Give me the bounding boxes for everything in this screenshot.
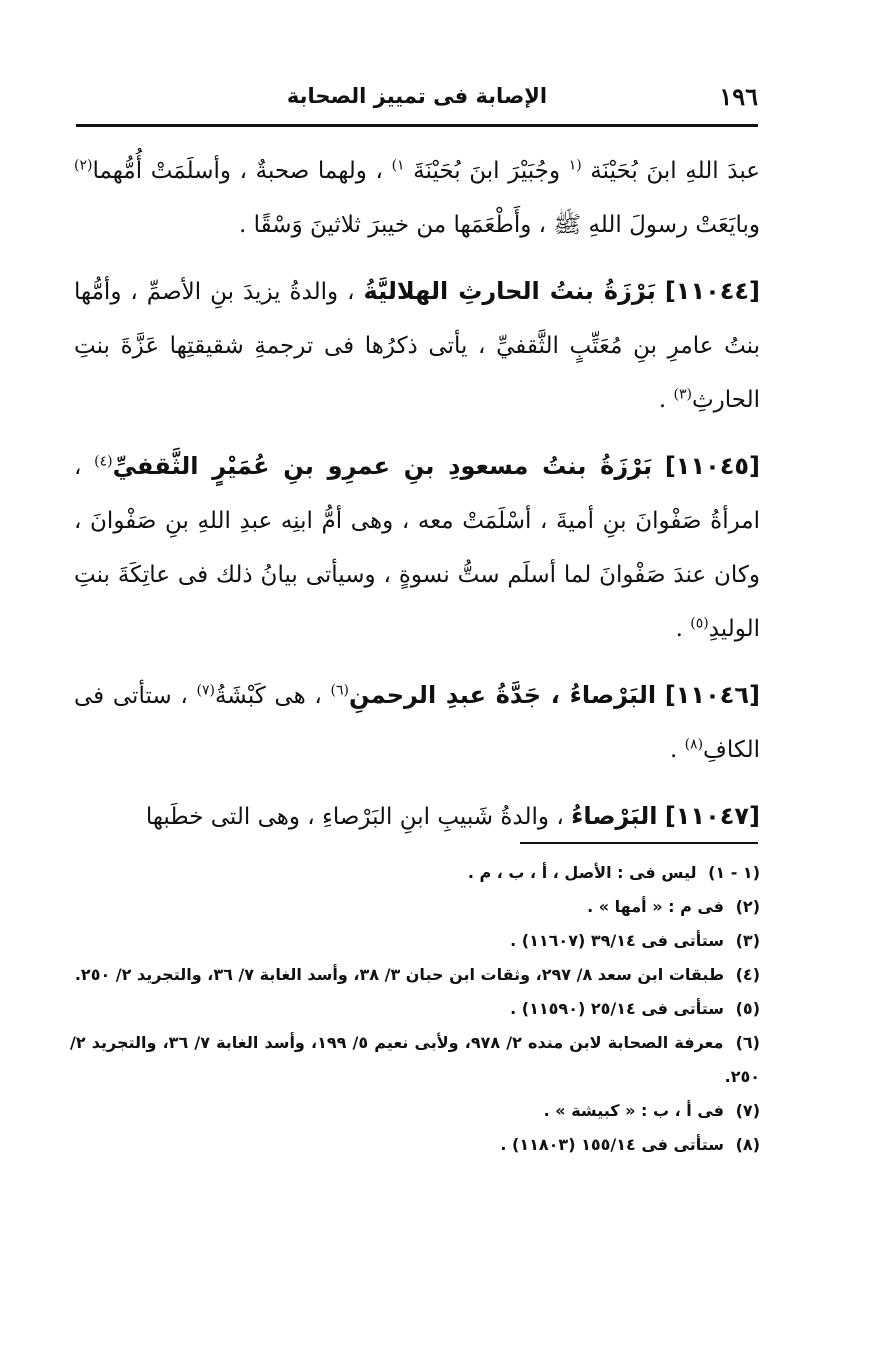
entry-paragraph xyxy=(74,264,760,427)
footnote-number: (٨) xyxy=(735,1135,760,1154)
footnotes xyxy=(70,856,760,1162)
entry-number: [١١٠٤٦] xyxy=(664,681,760,709)
text-span: ، هى كَبْشَةُ xyxy=(214,683,331,709)
footnote xyxy=(70,992,760,1026)
footnote-reference[interactable]: (٧) xyxy=(196,682,215,699)
footnote-text: معرفة الصحابة لابن منده ٢/ ٩٧٨، ولأبى نعيم ٥/ ١٩٩، وأسد الغابة ٧/ ٣٦، والتجريد ٢/ ٢٥٠. xyxy=(70,1033,760,1086)
footnote-number: (٧) xyxy=(735,1101,760,1120)
footnote-reference[interactable]: (٦) xyxy=(330,682,350,699)
entry-name: البَرْصاءُ xyxy=(571,802,658,830)
footnote-text: طبقات ابن سعد ٨/ ٢٩٧، وثقات ابن حبان ٣/ ٣٨، وأسد الغابة ٧/ ٣٦، والتجريد ٢/ ٢٥٠. xyxy=(74,965,725,984)
text-span: ، والدةُ يزيدَ بنِ الأصمِّ ، وأمُّها بنتُ عامرِ بنِ مُعَتِّبٍ الثَّقفيِّ ، يأتى ذكرُها فى ترجمةِ شقيقتِها عَزَّةَ بنتِ الحارثِ xyxy=(74,279,760,413)
text-span: . xyxy=(658,387,674,413)
footnote-number: (٤) xyxy=(735,965,760,984)
text-span: ، ستأتى فى الكافِ xyxy=(74,683,760,763)
footnote-reference[interactable]: (٥) xyxy=(690,615,709,632)
entry-paragraph xyxy=(74,789,760,844)
footnote xyxy=(70,890,760,924)
footnote-text: ليس فى : الأصل ، أ ، ب ، م . xyxy=(467,863,697,882)
footnote-reference[interactable]: (٣) xyxy=(673,386,692,403)
footnote-text: ستأتى فى ١٥٥/١٤ (١١٨٠٣) . xyxy=(500,1135,725,1154)
footnote-number: (١ - ١) xyxy=(708,863,760,882)
footnote-number: (٣) xyxy=(735,931,760,950)
footnote xyxy=(70,958,760,992)
footnote xyxy=(70,1128,760,1162)
footnote-separator xyxy=(520,842,758,844)
footnote-text: ستأتى فى ٣٩/١٤ (١١٦٠٧) . xyxy=(510,931,725,950)
header-rule xyxy=(76,124,758,127)
footnote-number: (٦) xyxy=(735,1033,760,1052)
footnote-text: فى أ ، ب : « كبيشة » . xyxy=(543,1101,725,1120)
footnote-reference[interactable]: (١ xyxy=(568,157,582,174)
main-text xyxy=(74,144,760,856)
page-header xyxy=(76,80,758,116)
text-paragraph xyxy=(74,144,760,252)
footnote xyxy=(70,1094,760,1128)
footnote-text: ستأتى فى ٢٥/١٤ (١١٥٩٠) . xyxy=(510,999,725,1018)
entry-number: [١١٠٤٧] xyxy=(664,802,760,830)
footnote xyxy=(70,924,760,958)
footnote-reference[interactable]: (٢) xyxy=(74,157,93,174)
entry-paragraph xyxy=(74,668,760,777)
running-title: الإصابة فى تمييز الصحابة xyxy=(286,84,548,108)
page-number: ١٩٦ xyxy=(719,82,758,111)
footnote-text: فى م : « أمها » . xyxy=(587,897,725,916)
entry-name: بَرْزَةُ بنتُ مسعودِ بنِ عمرِو بنِ عُمَيْرٍ الثَّقفيِّ xyxy=(112,452,653,480)
entry-paragraph xyxy=(74,439,760,656)
text-span: وجُبَيْرَ ابنَ بُحَيْنَةَ xyxy=(404,158,569,184)
entry-name: بَرْزَةُ بنتُ الحارثِ الهلاليَّةُ xyxy=(363,277,656,305)
text-span: ، امرأةُ صَفْوانَ بنِ أميةَ ، أسْلَمَتْ معه ، وهى أمُّ ابنِه عبدِ اللهِ بنِ صَفْوانَ ، وكان عندَ صَفْوانَ لما أسلَم ستُّ نسوةٍ ، وسيأتى بيانُ ذلك فى عاتِكَةَ بنتِ الوليدِ xyxy=(74,454,760,642)
text-span: وبايَعَتْ رسولَ اللهِ ﷺ ، وأَطْعَمَها من خيبرَ ثلاثينَ وَسْقًا . xyxy=(239,212,760,238)
entry-number: [١١٠٤٤] xyxy=(664,277,761,305)
entry-number: [١١٠٤٥] xyxy=(664,452,761,480)
footnote-number: (٥) xyxy=(735,999,760,1018)
text-span: عبدَ اللهِ ابنَ بُحَيْنَة xyxy=(581,158,760,184)
text-span: ، والدةُ شَبيبِ ابنِ البَرْصاءِ ، وهى التى خطَبها xyxy=(145,804,572,830)
footnote xyxy=(70,1026,760,1094)
footnote-reference[interactable]: (٨) xyxy=(684,736,704,753)
footnote-reference[interactable]: (٤) xyxy=(94,453,113,470)
footnote-number: (٢) xyxy=(735,897,760,916)
text-span: . xyxy=(669,737,685,763)
entry-name: البَرْصاءُ ، جَدَّةُ عبدِ الرحمنِ xyxy=(349,681,657,709)
text-span: . xyxy=(675,616,691,642)
footnote-reference[interactable]: ١) xyxy=(391,157,405,174)
footnote xyxy=(70,856,760,890)
text-span: ، ولهما صحبةٌ ، وأسلَمَتْ أُمُّهما xyxy=(92,158,392,184)
